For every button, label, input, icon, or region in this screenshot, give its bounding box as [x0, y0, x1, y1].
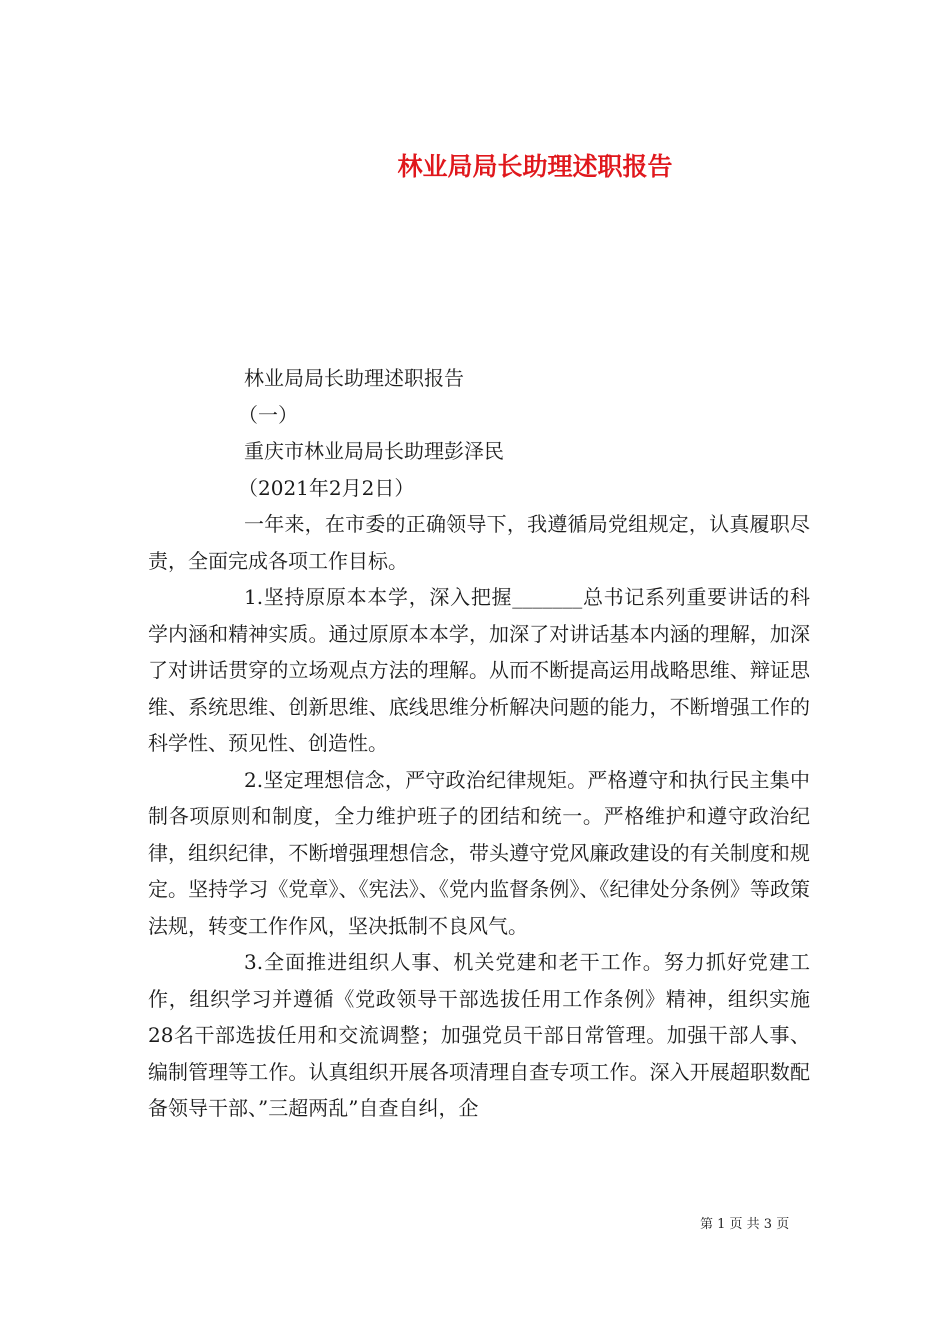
paragraph-intro: 一年来，在市委的正确领导下，我遵循局党组规定，认真履职尽责，全面完成各项工作目标。 [148, 512, 810, 573]
report-part-number: （一） [238, 402, 298, 427]
page-number: 第 1 页 共 3 页 [700, 1217, 790, 1232]
report-heading: 林业局局长助理述职报告 [244, 366, 464, 390]
paragraph-1: 1.坚持原原本本学，深入把握_______总书记系列重要讲话的科学内涵和精神实质。通过原原本本学，加深了对讲话基本内涵的理解，加深了对讲话贯穿的立场观点方法的理解。从而不断提高运用战略思维、辩证思维、系统思维、创新思维、底线思维分析解决问题的能力，不断增强工作的科学性、预见性、创造性。 [148, 585, 810, 755]
report-date: （2021年2月2日） [238, 475, 415, 500]
paragraph-2: 2.坚定理想信念，严守政治纪律规矩。严格遵守和执行民主集中制各项原则和制度，全力维护班子的团结和统一。严格维护和遵守政治纪律，组织纪律，不断增强理想信念，带头遵守党风廉政建设的有关制度和规定。坚持学习《党章》、《宪法》、《党内监督条例》、《纪律处分条例》等政策法规，转变工作作风，坚决抵制不良风气。 [148, 767, 810, 938]
document-body [148, 360, 810, 1127]
report-author: 重庆市林业局局长助理彭泽民 [244, 439, 504, 463]
document-title: 林业局局长助理述职报告 [397, 151, 673, 181]
paragraph-3: 3.全面推进组织人事、机关党建和老干工作。努力抓好党建工作，组织学习并遵循《党政领导干部选拔任用工作条例》精神，组织实施28名干部选拔任用和交流调整；加强党员干部日常管理。加强干部人事、编制管理等工作。认真组织开展各项清理自查专项工作。深入开展超职数配备领导干部、”三超两乱”自查自纠，企 [148, 950, 810, 1120]
